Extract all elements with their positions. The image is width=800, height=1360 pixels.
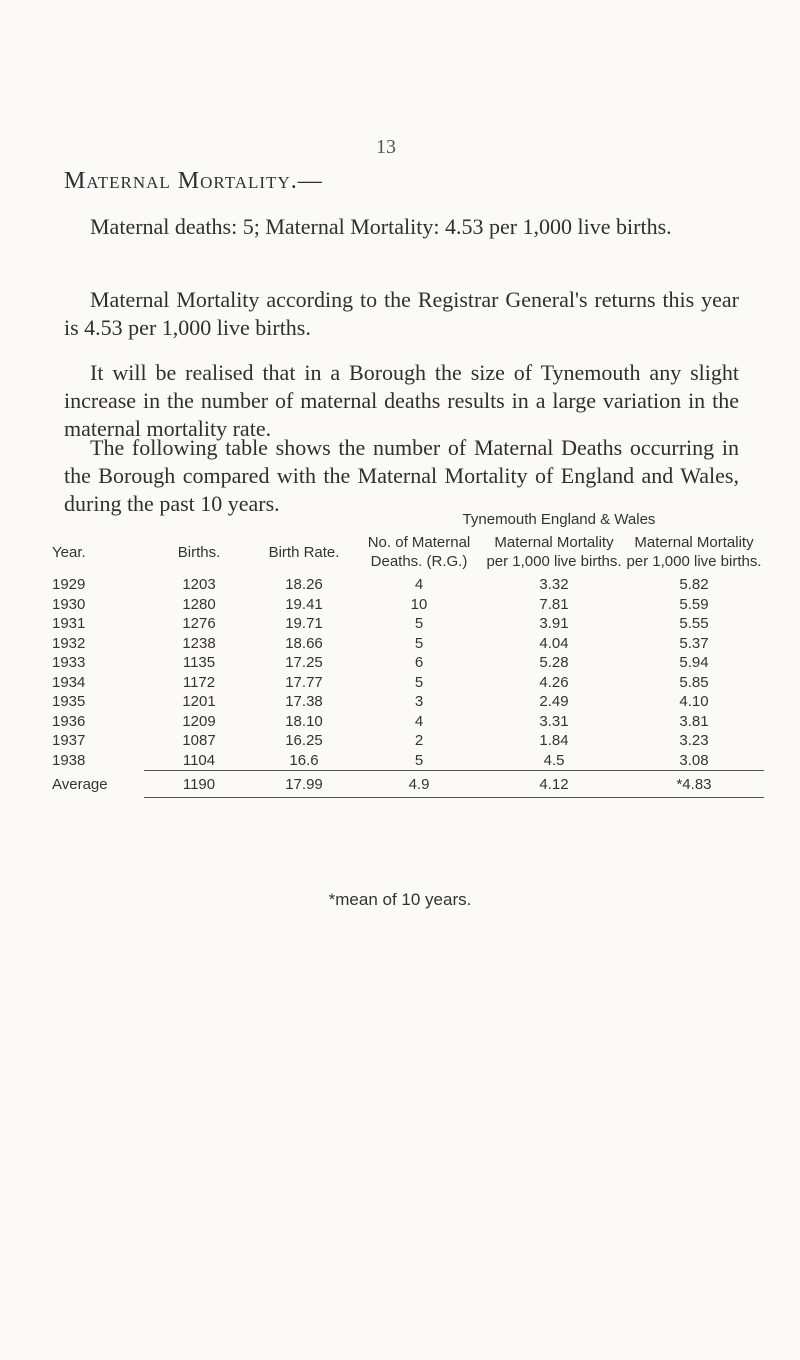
table-row [52,673,764,693]
maternal-deaths-cell: 5 [414,673,424,691]
births-cell: 1087 [182,732,216,750]
average-england-wales-mortality: *4.83 [624,771,764,798]
birth-rate-cell: 18.26 [285,576,323,594]
year-cell: 1931 [52,615,86,633]
table-row [52,692,764,712]
maternal-deaths-cell: 4 [414,576,424,594]
average-birth-rate: 17.99 [254,771,354,798]
year-cell: 1934 [52,673,86,691]
tynemouth-mortality-cell: 3.32 [539,576,569,594]
table-row [52,614,764,634]
column-header-tynemouth-mortality: Maternal Mortality per 1,000 live births. [486,534,622,570]
year-cell: 1936 [52,712,86,730]
england-wales-mortality-cell: 4.10 [679,693,709,711]
table-body [52,575,764,771]
table-group-header: Tynemouth England & Wales [462,511,656,528]
tynemouth-mortality-cell: 4.26 [539,673,569,691]
average-maternal-deaths: 4.9 [354,771,484,798]
births-cell: 1135 [182,654,216,672]
year-cell: 1933 [52,654,86,672]
tynemouth-mortality-cell: 3.91 [539,615,569,633]
table-row [52,575,764,595]
tynemouth-mortality-cell: 4.04 [539,634,569,652]
births-cell: 1209 [182,712,216,730]
column-header-england-wales-mortality: Maternal Mortality per 1,000 live births. [626,534,762,570]
england-wales-mortality-cell: 5.37 [679,634,709,652]
average-tynemouth-mortality: 4.12 [484,771,624,798]
england-wales-mortality-cell: 3.81 [679,712,709,730]
paragraph-table-intro: The following table shows the number of Maternal Deaths occurring in the Borough compared with the Maternal Mortality of England and Wales, during the past 10 years. [64,435,739,516]
paragraph-maternal-deaths: Maternal deaths: 5; Maternal Mortality: 4.53 per 1,000 live births. [90,214,672,239]
average-births: 1190 [144,771,254,798]
england-wales-mortality-cell: 3.23 [679,732,709,750]
column-header-births: Births. [177,543,221,561]
england-wales-mortality-cell: 5.55 [679,615,709,633]
tynemouth-mortality-cell: 4.5 [543,751,565,769]
birth-rate-cell: 17.25 [285,654,323,672]
england-wales-mortality-cell: 5.94 [679,654,709,672]
table-row [52,731,764,751]
births-cell: 1203 [182,576,216,594]
birth-rate-cell: 19.71 [285,615,323,633]
maternal-deaths-cell: 3 [414,693,424,711]
paragraph-registrar-returns: Maternal Mortality according to the Registrar General's returns this year is 4.53 per 1,000 live births. [64,287,739,340]
births-cell: 1280 [182,595,216,613]
maternal-deaths-cell: 5 [414,615,424,633]
birth-rate-cell: 16.25 [285,732,323,750]
table-row [52,751,764,771]
birth-rate-cell: 18.10 [285,712,323,730]
table-row [52,595,764,615]
average-label: Average [52,775,108,793]
section-heading: Maternal Mortality.— [64,168,323,194]
maternal-deaths-cell: 5 [414,634,424,652]
maternal-deaths-cell: 4 [414,712,424,730]
england-wales-mortality-cell: 5.59 [679,595,709,613]
page-number: 13 [376,136,396,158]
column-header-year: Year. [52,543,86,561]
table-footnote: *mean of 10 years. [328,890,472,909]
tynemouth-mortality-cell: 3.31 [539,712,569,730]
year-cell: 1938 [52,752,86,769]
tynemouth-mortality-cell: 2.49 [539,693,569,711]
column-header-birth-rate: Birth Rate. [268,543,340,561]
birth-rate-cell: 19.41 [285,595,323,613]
births-cell: 1172 [182,673,216,691]
table-row [52,712,764,732]
paragraph-variation-note: It will be realised that in a Borough the size of Tynemouth any slight increase in the number of maternal deaths results in a large variation in the maternal mortality rate. [64,360,739,441]
birth-rate-cell: 16.6 [289,751,319,769]
births-cell: 1238 [182,634,216,652]
england-wales-mortality-cell: 3.08 [679,751,709,769]
births-cell: 1276 [182,615,216,633]
maternal-deaths-cell: 6 [414,654,424,672]
births-cell: 1104 [182,751,216,769]
england-wales-mortality-cell: 5.82 [679,576,709,594]
birth-rate-cell: 17.77 [285,673,323,691]
table-average-row [52,771,764,798]
year-cell: 1932 [52,634,86,652]
maternal-mortality-table [52,510,764,798]
year-cell: 1929 [52,576,86,594]
tynemouth-mortality-cell: 7.81 [539,595,569,613]
maternal-deaths-cell: 10 [410,595,428,613]
table-row [52,653,764,673]
tynemouth-mortality-cell: 5.28 [539,654,569,672]
birth-rate-cell: 18.66 [285,634,323,652]
table-group-header-row [52,510,764,533]
england-wales-mortality-cell: 5.85 [679,673,709,691]
column-header-maternal-deaths: No. of Maternal Deaths. (R.G.) [367,534,471,570]
maternal-deaths-cell: 2 [414,732,424,750]
table-row [52,634,764,654]
births-cell: 1201 [182,693,216,711]
year-cell: 1937 [52,732,86,750]
table-header-row [52,533,764,575]
maternal-deaths-cell: 5 [414,751,424,769]
year-cell: 1930 [52,595,86,613]
birth-rate-cell: 17.38 [285,693,323,711]
year-cell: 1935 [52,693,86,711]
tynemouth-mortality-cell: 1.84 [539,732,569,750]
